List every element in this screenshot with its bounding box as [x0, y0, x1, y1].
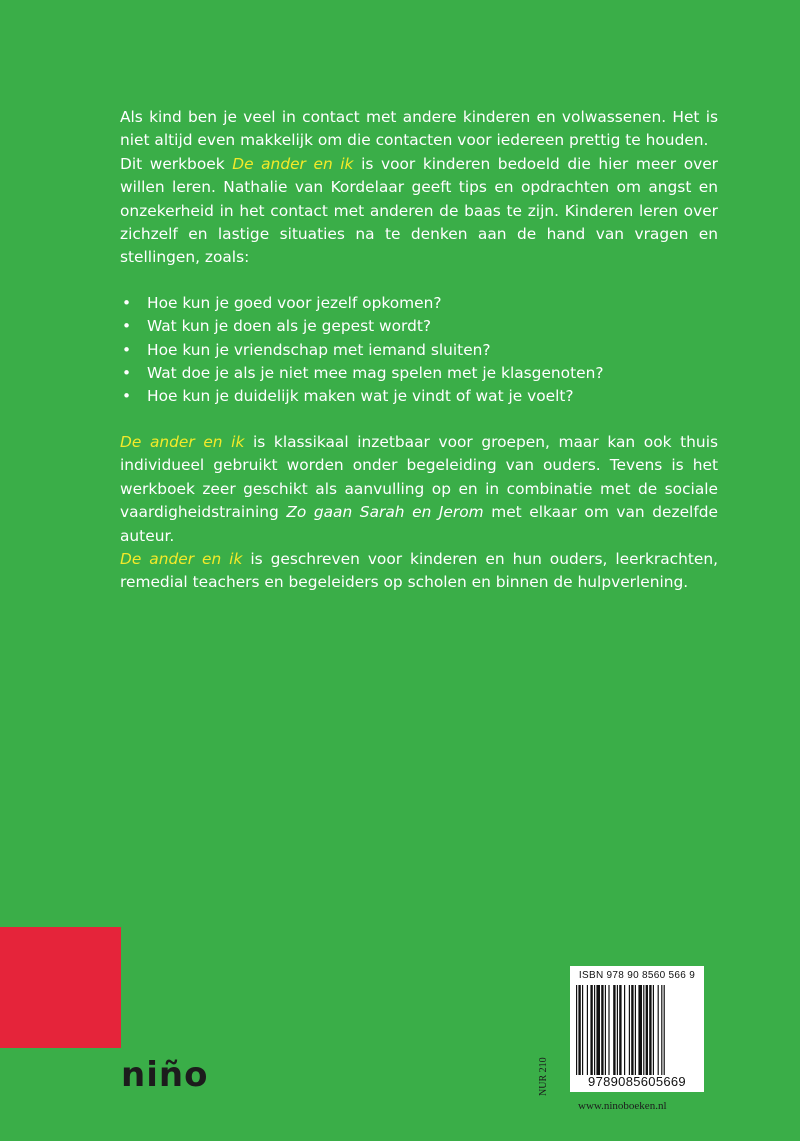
intro-paragraph	[120, 106, 718, 270]
barcode-number: 9789085605669	[588, 1074, 686, 1089]
list-item: • Wat kun je doen als je gepest wordt?	[120, 315, 718, 338]
list-item: • Hoe kun je goed voor jezelf opkomen?	[120, 292, 718, 315]
book-title-highlight: De ander en ik	[232, 154, 354, 173]
intro-line-1: Als kind ben je veel in contact met andere kinderen en volwassenen. Het is niet altijd even makkelijk om die contacten voor iedereen prettig te houden.	[120, 108, 718, 150]
second-paragraph	[120, 431, 718, 595]
isbn-label: ISBN 978 90 8560 566 9	[578, 970, 696, 981]
intro-line-2-rest: is voor kinderen bedoeld die hier meer over willen leren. Nathalie van Kordelaar geeft tips en opdrachten om angst en onzekerheid in het contact met anderen de baas te zijn. Kinderen leren over zichzelf en lastige situaties na te denken aan de hand van vragen en stellingen, zoals:	[120, 154, 719, 267]
barcode-bars	[576, 985, 698, 1075]
website-url: www.ninoboeken.nl	[578, 1100, 667, 1112]
list-item: • Hoe kun je vriendschap met iemand sluiten?	[120, 339, 718, 362]
book-title-highlight: De ander en ik	[120, 549, 243, 568]
red-accent-block	[0, 927, 121, 1048]
question-list	[120, 292, 718, 409]
list-item: • Wat doe je als je niet mee mag spelen met je klasgenoten?	[120, 362, 718, 385]
blurb-text	[120, 106, 718, 595]
nur-code: NUR 210	[538, 1057, 549, 1096]
list-item: • Hoe kun je duidelijk maken wat je vindt of wat je voelt?	[120, 385, 718, 408]
intro-line-2-prefix: Dit werkboek	[120, 154, 233, 173]
second-text-2: met elkaar om van dezelfde auteur.	[120, 503, 718, 545]
nino-logo: niño	[121, 1055, 209, 1095]
other-book-title: Zo gaan Sarah en Jerom	[286, 503, 484, 522]
second-text-1: is klassikaal inzetbaar voor groepen, maar kan ook thuis individueel gebruikt worden onder begeleiding van ouders. Tevens is het werkboek zeer geschikt als aanvulling op en in combinatie met de sociale vaardigheidstraining	[120, 432, 718, 522]
barcode	[570, 966, 704, 1092]
third-text: is geschreven voor kinderen en hun ouders, leerkrachten, remedial teachers en begeleiders op scholen en binnen de hulpverlening.	[120, 549, 718, 592]
book-title-highlight: De ander en ik	[120, 432, 245, 451]
